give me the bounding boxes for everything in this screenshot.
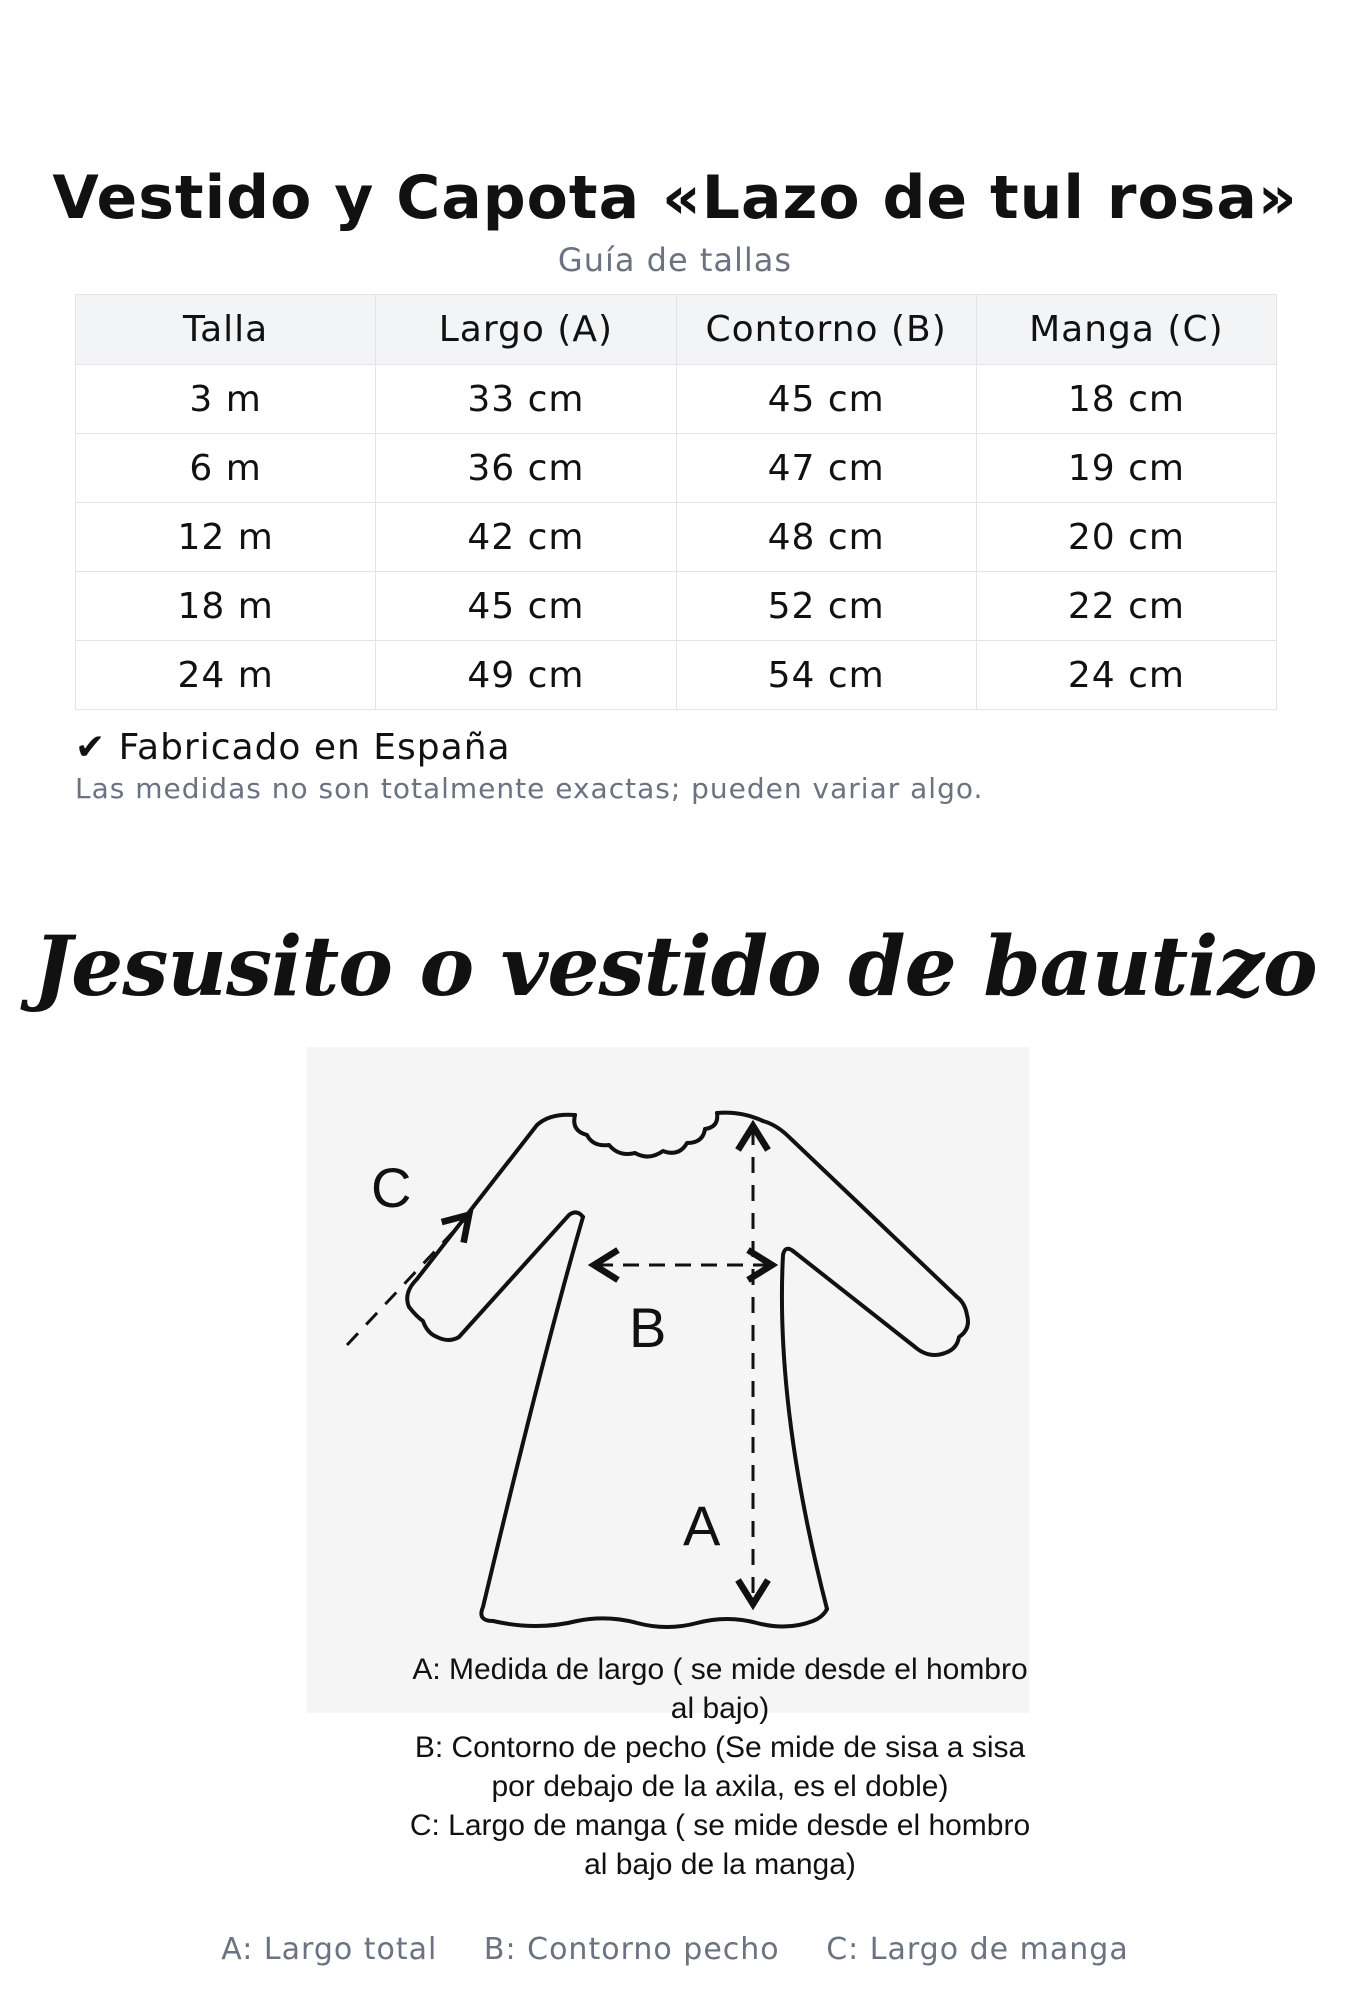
diagram-title: Jesusito o vestido de bautizo (33, 919, 1317, 1015)
explanation-line: por debajo de la axila, es el doble) (491, 1770, 949, 1803)
legend-item-c: C: Largo de manga (826, 1932, 1129, 1967)
explanation-line: al bajo de la manga) (584, 1848, 856, 1881)
table-header-row (76, 295, 1277, 365)
table-cell: 36 cm (376, 434, 676, 503)
table-row (76, 503, 1277, 572)
explanation-line: A: Medida de largo ( se mide desde el hombro (412, 1653, 1028, 1686)
legend-item-a: A: Largo total (221, 1932, 438, 1967)
table-cell: 48 cm (676, 503, 976, 572)
column-header-manga: Manga (C) (976, 295, 1276, 365)
table-row (76, 365, 1277, 434)
table-cell: 49 cm (376, 641, 676, 710)
label-c: C (371, 1156, 412, 1219)
table-row (76, 434, 1277, 503)
table-cell: 45 cm (676, 365, 976, 434)
table-cell: 24 cm (976, 641, 1276, 710)
dress-diagram (307, 1047, 1029, 1713)
page-subtitle: Guía de tallas (557, 241, 793, 279)
table-cell: 22 cm (976, 572, 1276, 641)
size-table (75, 294, 1277, 710)
explanation-line: B: Contorno de pecho (Se mide de sisa a sisa (414, 1731, 1026, 1764)
label-a: A (683, 1494, 721, 1557)
table-cell: 18 cm (976, 365, 1276, 434)
table-cell: 24 m (76, 641, 376, 710)
table-cell: 33 cm (376, 365, 676, 434)
table-cell: 47 cm (676, 434, 976, 503)
column-header-talla: Talla (76, 295, 376, 365)
label-b: B (629, 1296, 667, 1359)
column-header-largo: Largo (A) (376, 295, 676, 365)
table-cell: 54 cm (676, 641, 976, 710)
sleeve-length-arrow (347, 1217, 467, 1345)
table-cell: 12 m (76, 503, 376, 572)
page-title: Vestido y Capota «Lazo de tul rosa» (52, 163, 1298, 233)
table-cell: 18 m (76, 572, 376, 641)
table-cell: 6 m (76, 434, 376, 503)
table-cell: 3 m (76, 365, 376, 434)
table-cell: 45 cm (376, 572, 676, 641)
explanation-line: al bajo) (670, 1692, 770, 1725)
table-cell: 52 cm (676, 572, 976, 641)
explanation-line: C: Largo de manga ( se mide desde el hombro (409, 1809, 1031, 1842)
table-row (76, 641, 1277, 710)
measurement-legend (0, 1930, 1350, 1970)
made-in-spain-note: ✔ Fabricado en España (75, 727, 511, 768)
legend-item-b: B: Contorno pecho (483, 1932, 780, 1967)
measurement-explanations (380, 1650, 1060, 1884)
measurement-disclaimer: Las medidas no son totalmente exactas; pueden variar algo. (75, 772, 984, 805)
table-cell: 20 cm (976, 503, 1276, 572)
table-cell: 19 cm (976, 434, 1276, 503)
column-header-contorno: Contorno (B) (676, 295, 976, 365)
table-cell: 42 cm (376, 503, 676, 572)
table-row (76, 572, 1277, 641)
